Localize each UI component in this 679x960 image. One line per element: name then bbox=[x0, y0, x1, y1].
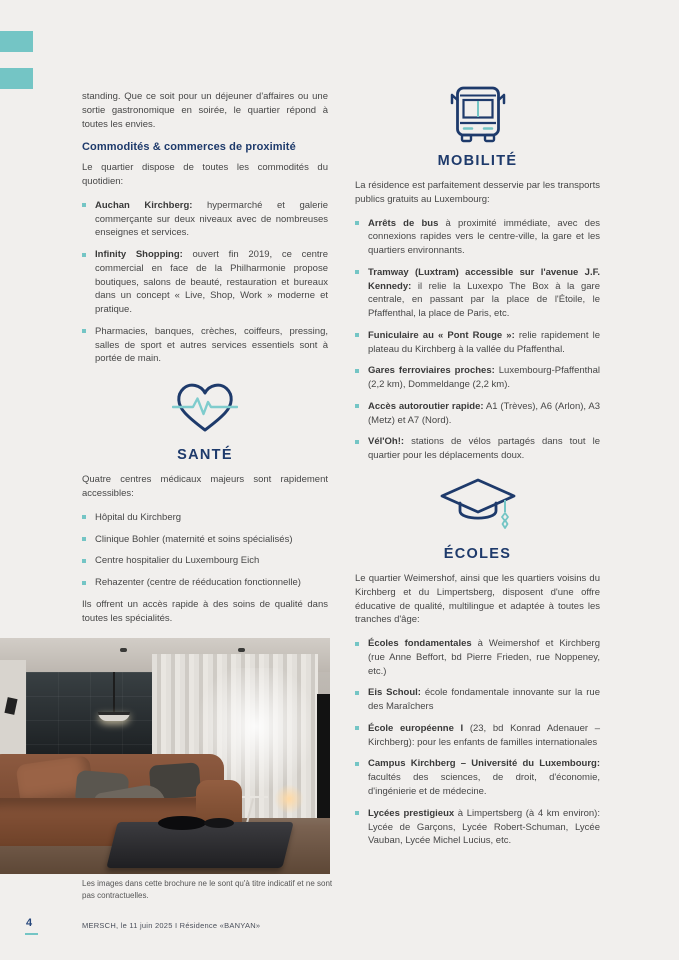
list-item bbox=[355, 757, 600, 798]
bullet-text: A1 (Trèves), A6 (Arlon), A3 (Metz) et A7 (Nord). bbox=[368, 400, 600, 426]
bullet-text: à proximité immédiate, avec des connexions rapides vers le centre-ville, la gare et les quartiers environnants. bbox=[368, 217, 600, 257]
ecoles-list bbox=[355, 637, 600, 848]
photo-pendant-lamp-cord bbox=[113, 672, 115, 714]
bullet-square-icon bbox=[355, 440, 359, 444]
ecoles-lead-paragraph: Le quartier Weimershof, ainsi que les quartiers voisins du Kirchberg et du Limpertsberg, disposent d'une offre éducative de qualité, multilingue et adaptée à toutes les tranches d'âge: bbox=[355, 573, 600, 626]
photo-tv-edge bbox=[317, 694, 330, 818]
bullet-text: à Weimershof et Kirchberg (rue Anne Beffort, bd Pierre Frieden, rue Noppeney, etc.) bbox=[368, 638, 600, 677]
bullet-text: Clinique Bohler (maternité et soins spécialisés) bbox=[95, 533, 293, 545]
photo-caption: Les images dans cette brochure ne le sont qu'à titre indicatif et ne sont pas contractuelles. bbox=[82, 879, 333, 900]
bullet-lead: École européenne I bbox=[368, 722, 464, 734]
list-item bbox=[82, 511, 328, 525]
list-item bbox=[355, 637, 600, 678]
bullet-lead: Gares ferroviaires proches: bbox=[368, 365, 495, 377]
bullet-square-icon bbox=[82, 203, 86, 207]
graduation-cap-icon bbox=[438, 477, 518, 537]
list-item bbox=[82, 325, 328, 366]
bullet-lead: Tramway (Luxtram) accessible sur l'avenue J.F. Kennedy: bbox=[368, 266, 600, 292]
list-item bbox=[355, 400, 600, 428]
mobilite-heading: MOBILITÉ bbox=[437, 153, 518, 169]
bullet-text: Luxembourg-Pfaffenthal (2,2 km), Dommeldange (2,2 km). bbox=[368, 365, 600, 391]
bullet-text: (23, bd Konrad Adenauer – Kirchberg): pour les enfants de familles internationales bbox=[368, 722, 600, 748]
bullet-text: ouvert fin 2019, ce centre commercial en face de la Philharmonie propose boutiques, salons de beauté, restauration et bureaux dans un concept « Live, Shop, Work » moderne et pratique. bbox=[95, 249, 329, 316]
right-column bbox=[355, 86, 600, 856]
bullet-square-icon bbox=[355, 333, 359, 337]
list-item bbox=[82, 554, 328, 568]
sante-closing-paragraph: Ils offrent un accès rapide à des soins de qualité dans toutes les spécialités. bbox=[82, 598, 328, 624]
mobilite-section-header bbox=[355, 86, 600, 169]
bullet-text: Rehazenter (centre de rééducation fonctionnelle) bbox=[95, 577, 301, 589]
ecoles-heading: ÉCOLES bbox=[443, 546, 512, 563]
list-item bbox=[82, 533, 328, 547]
intro-paragraph: standing. Que ce soit pour un déjeuner d'affaires ou une sortie gastronomique en soirée, le quartier répond à toutes les envies. bbox=[82, 91, 328, 130]
list-item bbox=[355, 807, 600, 848]
bullet-lead: Arrêts de bus bbox=[368, 217, 439, 229]
bullet-square-icon bbox=[355, 811, 359, 815]
list-item bbox=[82, 576, 328, 590]
bullet-square-icon bbox=[82, 329, 86, 333]
bullet-text: relie rapidement le plateau du Kirchberg à la vallée du Pfaffenthal. bbox=[368, 329, 600, 355]
photo-lamp-glow bbox=[274, 784, 304, 814]
photo-spotlight bbox=[120, 648, 127, 652]
list-item bbox=[355, 722, 600, 750]
page-number-underline bbox=[25, 933, 38, 935]
photo-coffee-table bbox=[106, 822, 293, 868]
list-item bbox=[355, 266, 600, 321]
bullet-text: école fondamentale innovante sur la rue des Maraîchers bbox=[368, 687, 601, 713]
bullet-text: stations de vélos partagés dans tout le quartier pour les déplacements doux. bbox=[368, 436, 600, 462]
list-item bbox=[355, 329, 600, 357]
list-item bbox=[355, 217, 600, 258]
bullet-text: Pharmacies, banques, crèches, coiffeurs, pressing, salles de sport et autres services essentiels sont à portée de main. bbox=[95, 325, 328, 365]
living-room-photo bbox=[0, 638, 330, 874]
bullet-square-icon bbox=[355, 369, 359, 373]
bullet-square-icon bbox=[355, 726, 359, 730]
photo-spotlight bbox=[238, 648, 245, 652]
bullet-text: Centre hospitalier du Luxembourg Eich bbox=[95, 555, 260, 567]
mobilite-list bbox=[355, 217, 600, 463]
bus-icon bbox=[447, 86, 509, 144]
bullet-lead: Accès autoroutier rapide: bbox=[368, 400, 484, 412]
bullet-text: hypermarché et galerie commerçante sur deux niveaux avec de nombreuses enseignes et services. bbox=[95, 199, 328, 239]
bullet-square-icon bbox=[82, 559, 86, 563]
bullet-square-icon bbox=[82, 253, 86, 257]
bullet-square-icon bbox=[355, 762, 359, 766]
list-item bbox=[355, 686, 600, 714]
bullet-lead: Auchan Kirchberg: bbox=[95, 199, 193, 211]
bullet-lead: Funiculaire au « Pont Rouge »: bbox=[368, 329, 515, 341]
bullet-square-icon bbox=[355, 221, 359, 225]
sante-section-header bbox=[82, 380, 328, 463]
bullet-text: facultés des sciences, de droit, d'économie, d'ingénierie et de médecine. bbox=[368, 772, 600, 797]
ecoles-section-header bbox=[355, 477, 600, 562]
teal-accent-bar bbox=[0, 68, 33, 89]
mobilite-lead-paragraph: La résidence est parfaitement desservie par les transports publics gratuits au Luxembourg: bbox=[355, 180, 600, 205]
bullet-square-icon bbox=[355, 691, 359, 695]
commodites-lead-paragraph: Le quartier dispose de toutes les commodités du quotidien: bbox=[82, 162, 328, 188]
list-item bbox=[355, 364, 600, 392]
bullet-lead: Eis Schoul: bbox=[368, 687, 421, 699]
bullet-text: Hôpital du Kirchberg bbox=[95, 511, 182, 523]
page-number: 4 bbox=[26, 917, 33, 929]
footer-text: MERSCH, le 11 juin 2025 I Résidence «BANYAN» bbox=[82, 921, 261, 930]
bullet-square-icon bbox=[82, 581, 86, 585]
sante-list bbox=[82, 511, 328, 590]
photo-bowl bbox=[204, 818, 234, 828]
list-item bbox=[355, 435, 600, 463]
bullet-text: il relie la Luxexpo The Box à la gare centrale, en passant par la place de l'Étoile, le Pfaffenthal, la place de Paris, etc. bbox=[368, 280, 600, 320]
bullet-lead: Vél'Oh!: bbox=[368, 436, 405, 448]
bullet-text: à Limpertsberg (à 4 km environ): Lycée de Garçons, Lycée Robert-Schuman, Lycée Vauban, Lycée Michel Lucius, etc. bbox=[368, 807, 600, 847]
list-item bbox=[82, 248, 328, 317]
bullet-square-icon bbox=[82, 515, 86, 519]
bullet-square-icon bbox=[355, 642, 359, 646]
bullet-lead: Infinity Shopping: bbox=[95, 249, 183, 261]
sante-lead-paragraph: Quatre centres médicaux majeurs sont rapidement accessibles: bbox=[82, 474, 328, 500]
list-item bbox=[82, 199, 328, 240]
heart-pulse-icon bbox=[172, 380, 238, 438]
commodites-heading: Commodités & commerces de proximité bbox=[82, 141, 296, 154]
photo-bowl bbox=[158, 816, 206, 830]
teal-accent-bar bbox=[0, 31, 33, 52]
bullet-lead: Écoles fondamentales bbox=[368, 638, 472, 650]
commodites-list bbox=[82, 199, 328, 366]
photo-pendant-lamp bbox=[98, 712, 130, 721]
bullet-lead: Lycées prestigieux bbox=[368, 807, 455, 819]
sante-heading: SANTÉ bbox=[177, 447, 233, 464]
left-column bbox=[82, 90, 328, 635]
bullet-square-icon bbox=[82, 537, 86, 541]
bullet-square-icon bbox=[355, 270, 359, 274]
bullet-lead: Campus Kirchberg – Université du Luxembourg: bbox=[368, 758, 600, 770]
bullet-square-icon bbox=[355, 404, 359, 408]
